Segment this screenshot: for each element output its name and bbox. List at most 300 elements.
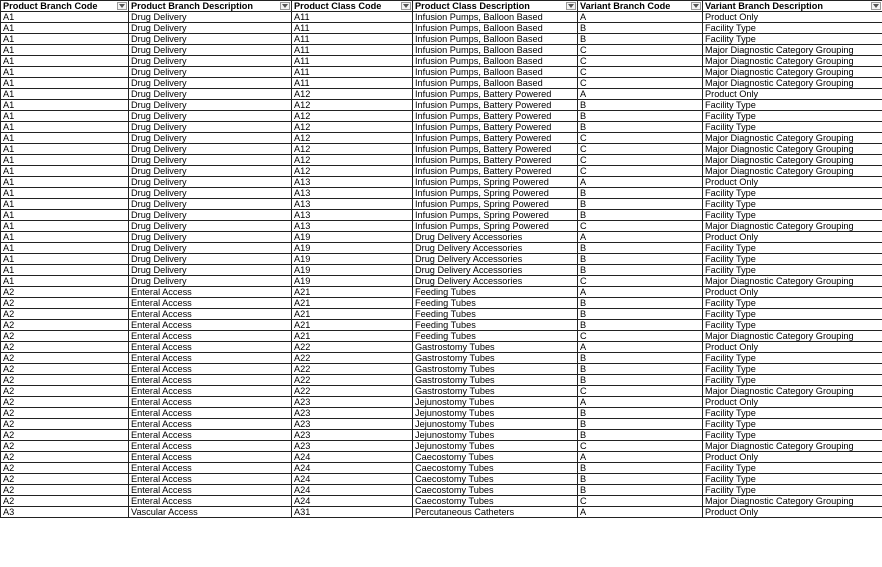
cell-product-branch-code[interactable]: A2	[1, 320, 129, 331]
cell-product-class-description[interactable]: Feeding Tubes	[413, 320, 578, 331]
cell-product-branch-code[interactable]: A1	[1, 89, 129, 100]
cell-product-class-description[interactable]: Jejunostomy Tubes	[413, 441, 578, 452]
cell-product-branch-description[interactable]: Drug Delivery	[129, 56, 292, 67]
cell-product-class-description[interactable]: Infusion Pumps, Balloon Based	[413, 67, 578, 78]
cell-product-branch-description[interactable]: Enteral Access	[129, 496, 292, 507]
cell-variant-branch-code[interactable]: C	[578, 441, 703, 452]
cell-product-branch-code[interactable]: A1	[1, 12, 129, 23]
cell-product-branch-code[interactable]: A1	[1, 23, 129, 34]
cell-variant-branch-description[interactable]: Facility Type	[703, 111, 882, 122]
cell-product-branch-description[interactable]: Drug Delivery	[129, 199, 292, 210]
cell-variant-branch-description[interactable]: Major Diagnostic Category Grouping	[703, 133, 882, 144]
cell-product-class-code[interactable]: A19	[292, 265, 413, 276]
cell-product-class-description[interactable]: Feeding Tubes	[413, 287, 578, 298]
cell-product-class-code[interactable]: A11	[292, 23, 413, 34]
cell-product-branch-description[interactable]: Drug Delivery	[129, 188, 292, 199]
cell-product-branch-code[interactable]: A1	[1, 144, 129, 155]
cell-variant-branch-description[interactable]: Product Only	[703, 342, 882, 353]
cell-product-branch-code[interactable]: A1	[1, 243, 129, 254]
cell-product-branch-description[interactable]: Enteral Access	[129, 386, 292, 397]
cell-product-branch-description[interactable]: Enteral Access	[129, 320, 292, 331]
cell-product-branch-code[interactable]: A1	[1, 210, 129, 221]
filter-dropdown-icon[interactable]	[691, 2, 701, 10]
cell-product-class-code[interactable]: A31	[292, 507, 413, 518]
cell-variant-branch-code[interactable]: C	[578, 386, 703, 397]
cell-product-class-code[interactable]: A19	[292, 254, 413, 265]
cell-variant-branch-code[interactable]: B	[578, 320, 703, 331]
cell-variant-branch-code[interactable]: B	[578, 408, 703, 419]
cell-variant-branch-description[interactable]: Major Diagnostic Category Grouping	[703, 331, 882, 342]
cell-variant-branch-code[interactable]: B	[578, 364, 703, 375]
cell-product-class-description[interactable]: Jejunostomy Tubes	[413, 430, 578, 441]
cell-product-class-code[interactable]: A22	[292, 353, 413, 364]
cell-variant-branch-description[interactable]: Facility Type	[703, 34, 882, 45]
cell-product-branch-code[interactable]: A1	[1, 221, 129, 232]
cell-product-class-description[interactable]: Gastrostomy Tubes	[413, 375, 578, 386]
cell-product-class-code[interactable]: A24	[292, 474, 413, 485]
cell-product-class-description[interactable]: Feeding Tubes	[413, 298, 578, 309]
cell-product-branch-description[interactable]: Drug Delivery	[129, 133, 292, 144]
cell-variant-branch-code[interactable]: C	[578, 45, 703, 56]
cell-product-class-code[interactable]: A23	[292, 397, 413, 408]
cell-product-branch-description[interactable]: Enteral Access	[129, 309, 292, 320]
cell-variant-branch-description[interactable]: Facility Type	[703, 309, 882, 320]
cell-variant-branch-description[interactable]: Facility Type	[703, 353, 882, 364]
cell-product-branch-description[interactable]: Drug Delivery	[129, 111, 292, 122]
cell-product-branch-description[interactable]: Drug Delivery	[129, 265, 292, 276]
cell-product-branch-description[interactable]: Drug Delivery	[129, 34, 292, 45]
cell-product-branch-description[interactable]: Drug Delivery	[129, 243, 292, 254]
cell-variant-branch-code[interactable]: B	[578, 309, 703, 320]
cell-product-branch-description[interactable]: Enteral Access	[129, 298, 292, 309]
cell-product-branch-description[interactable]: Enteral Access	[129, 364, 292, 375]
cell-variant-branch-code[interactable]: B	[578, 419, 703, 430]
cell-product-class-code[interactable]: A23	[292, 441, 413, 452]
cell-product-branch-code[interactable]: A2	[1, 364, 129, 375]
table-row	[1, 287, 882, 298]
filter-dropdown-icon[interactable]	[401, 2, 411, 10]
cell-product-branch-code[interactable]: A1	[1, 254, 129, 265]
cell-variant-branch-description[interactable]: Major Diagnostic Category Grouping	[703, 221, 882, 232]
cell-product-class-description[interactable]: Infusion Pumps, Battery Powered	[413, 133, 578, 144]
cell-product-class-description[interactable]: Drug Delivery Accessories	[413, 276, 578, 287]
table-row	[1, 89, 882, 100]
cell-variant-branch-description[interactable]: Major Diagnostic Category Grouping	[703, 276, 882, 287]
cell-variant-branch-code[interactable]: B	[578, 100, 703, 111]
cell-product-branch-code[interactable]: A1	[1, 100, 129, 111]
table-body	[1, 12, 882, 518]
cell-variant-branch-code[interactable]: B	[578, 474, 703, 485]
cell-product-branch-code[interactable]: A2	[1, 474, 129, 485]
cell-variant-branch-code[interactable]: A	[578, 177, 703, 188]
cell-product-class-code[interactable]: A21	[292, 298, 413, 309]
cell-variant-branch-code[interactable]: A	[578, 12, 703, 23]
cell-product-branch-code[interactable]: A2	[1, 375, 129, 386]
cell-product-class-description[interactable]: Jejunostomy Tubes	[413, 397, 578, 408]
cell-product-class-code[interactable]: A24	[292, 452, 413, 463]
cell-variant-branch-description[interactable]: Product Only	[703, 507, 882, 518]
cell-product-class-description[interactable]: Infusion Pumps, Battery Powered	[413, 100, 578, 111]
cell-product-class-description[interactable]: Gastrostomy Tubes	[413, 386, 578, 397]
cell-variant-branch-description[interactable]: Facility Type	[703, 408, 882, 419]
cell-product-class-description[interactable]: Drug Delivery Accessories	[413, 265, 578, 276]
table-row	[1, 100, 882, 111]
cell-product-class-code[interactable]: A13	[292, 199, 413, 210]
cell-variant-branch-code[interactable]: B	[578, 463, 703, 474]
cell-product-class-description[interactable]: Drug Delivery Accessories	[413, 243, 578, 254]
cell-variant-branch-description[interactable]: Product Only	[703, 397, 882, 408]
cell-product-class-code[interactable]: A13	[292, 188, 413, 199]
cell-product-class-code[interactable]: A22	[292, 364, 413, 375]
cell-product-branch-code[interactable]: A2	[1, 342, 129, 353]
cell-product-branch-description[interactable]: Enteral Access	[129, 485, 292, 496]
cell-variant-branch-code[interactable]: A	[578, 507, 703, 518]
cell-product-branch-description[interactable]: Enteral Access	[129, 474, 292, 485]
cell-product-branch-code[interactable]: A2	[1, 298, 129, 309]
cell-product-branch-description[interactable]: Enteral Access	[129, 342, 292, 353]
cell-variant-branch-code[interactable]: B	[578, 430, 703, 441]
cell-product-class-code[interactable]: A12	[292, 155, 413, 166]
cell-variant-branch-code[interactable]: C	[578, 56, 703, 67]
column-header-label: Product Branch Code	[3, 1, 98, 11]
cell-variant-branch-description[interactable]: Facility Type	[703, 188, 882, 199]
cell-variant-branch-code[interactable]: B	[578, 254, 703, 265]
cell-product-branch-code[interactable]: A2	[1, 441, 129, 452]
cell-product-class-code[interactable]: A23	[292, 408, 413, 419]
cell-variant-branch-code[interactable]: C	[578, 144, 703, 155]
cell-variant-branch-code[interactable]: C	[578, 276, 703, 287]
cell-variant-branch-description[interactable]: Facility Type	[703, 298, 882, 309]
cell-product-class-description[interactable]: Infusion Pumps, Balloon Based	[413, 45, 578, 56]
cell-variant-branch-code[interactable]: A	[578, 342, 703, 353]
cell-product-class-description[interactable]: Infusion Pumps, Balloon Based	[413, 12, 578, 23]
cell-variant-branch-code[interactable]: B	[578, 243, 703, 254]
cell-product-class-description[interactable]: Infusion Pumps, Spring Powered	[413, 188, 578, 199]
cell-variant-branch-code[interactable]: A	[578, 397, 703, 408]
cell-variant-branch-code[interactable]: A	[578, 452, 703, 463]
cell-product-branch-code[interactable]: A2	[1, 430, 129, 441]
cell-product-branch-code[interactable]: A1	[1, 133, 129, 144]
cell-variant-branch-code[interactable]: B	[578, 34, 703, 45]
cell-product-class-code[interactable]: A13	[292, 221, 413, 232]
table-row	[1, 419, 882, 430]
cell-product-branch-code[interactable]: A2	[1, 386, 129, 397]
cell-variant-branch-description[interactable]: Facility Type	[703, 430, 882, 441]
cell-product-class-code[interactable]: A23	[292, 430, 413, 441]
cell-product-branch-description[interactable]: Drug Delivery	[129, 210, 292, 221]
cell-product-class-description[interactable]: Feeding Tubes	[413, 309, 578, 320]
cell-product-branch-description[interactable]: Drug Delivery	[129, 12, 292, 23]
cell-variant-branch-code[interactable]: B	[578, 298, 703, 309]
cell-product-class-description[interactable]: Infusion Pumps, Balloon Based	[413, 78, 578, 89]
table-row	[1, 375, 882, 386]
cell-product-branch-code[interactable]: A2	[1, 485, 129, 496]
cell-product-class-code[interactable]: A21	[292, 331, 413, 342]
filter-dropdown-icon[interactable]	[871, 2, 881, 10]
cell-product-branch-code[interactable]: A1	[1, 78, 129, 89]
cell-product-branch-code[interactable]: A1	[1, 67, 129, 78]
cell-product-class-description[interactable]: Infusion Pumps, Battery Powered	[413, 122, 578, 133]
cell-variant-branch-description[interactable]: Facility Type	[703, 23, 882, 34]
cell-product-class-code[interactable]: A12	[292, 144, 413, 155]
cell-product-branch-description[interactable]: Enteral Access	[129, 419, 292, 430]
column-header-product-branch-code	[1, 1, 129, 12]
cell-product-branch-code[interactable]: A1	[1, 177, 129, 188]
cell-product-branch-description[interactable]: Enteral Access	[129, 441, 292, 452]
table-row	[1, 133, 882, 144]
cell-product-branch-description[interactable]: Drug Delivery	[129, 100, 292, 111]
cell-product-branch-code[interactable]: A2	[1, 463, 129, 474]
cell-product-class-description[interactable]: Infusion Pumps, Battery Powered	[413, 144, 578, 155]
cell-product-class-code[interactable]: A11	[292, 34, 413, 45]
cell-product-branch-code[interactable]: A2	[1, 452, 129, 463]
table-row	[1, 309, 882, 320]
cell-variant-branch-code[interactable]: C	[578, 166, 703, 177]
cell-product-branch-code[interactable]: A1	[1, 122, 129, 133]
cell-variant-branch-description[interactable]: Major Diagnostic Category Grouping	[703, 496, 882, 507]
cell-product-class-description[interactable]: Infusion Pumps, Battery Powered	[413, 166, 578, 177]
cell-product-branch-code[interactable]: A1	[1, 199, 129, 210]
table-row	[1, 408, 882, 419]
cell-variant-branch-description[interactable]: Facility Type	[703, 100, 882, 111]
cell-variant-branch-description[interactable]: Facility Type	[703, 485, 882, 496]
cell-product-class-description[interactable]: Caecostomy Tubes	[413, 474, 578, 485]
cell-product-branch-description[interactable]: Drug Delivery	[129, 276, 292, 287]
cell-product-class-description[interactable]: Infusion Pumps, Battery Powered	[413, 155, 578, 166]
cell-product-branch-description[interactable]: Enteral Access	[129, 452, 292, 463]
cell-product-class-code[interactable]: A22	[292, 342, 413, 353]
cell-variant-branch-code[interactable]: A	[578, 232, 703, 243]
cell-variant-branch-code[interactable]: B	[578, 353, 703, 364]
cell-product-class-description[interactable]: Jejunostomy Tubes	[413, 419, 578, 430]
cell-product-class-code[interactable]: A22	[292, 386, 413, 397]
cell-variant-branch-description[interactable]: Facility Type	[703, 254, 882, 265]
cell-product-class-code[interactable]: A11	[292, 78, 413, 89]
cell-product-class-code[interactable]: A11	[292, 12, 413, 23]
cell-variant-branch-code[interactable]: C	[578, 67, 703, 78]
table-row	[1, 243, 882, 254]
cell-variant-branch-description[interactable]: Major Diagnostic Category Grouping	[703, 441, 882, 452]
cell-product-class-code[interactable]: A21	[292, 320, 413, 331]
cell-variant-branch-description[interactable]: Product Only	[703, 452, 882, 463]
cell-product-branch-code[interactable]: A2	[1, 397, 129, 408]
cell-product-class-code[interactable]: A12	[292, 100, 413, 111]
table-row	[1, 386, 882, 397]
cell-product-branch-code[interactable]: A1	[1, 155, 129, 166]
cell-variant-branch-code[interactable]: B	[578, 210, 703, 221]
cell-product-branch-description[interactable]: Drug Delivery	[129, 155, 292, 166]
cell-variant-branch-code[interactable]: B	[578, 122, 703, 133]
cell-product-branch-code[interactable]: A1	[1, 45, 129, 56]
cell-product-branch-code[interactable]: A2	[1, 309, 129, 320]
cell-variant-branch-description[interactable]: Facility Type	[703, 265, 882, 276]
cell-variant-branch-code[interactable]: B	[578, 485, 703, 496]
cell-variant-branch-code[interactable]: B	[578, 23, 703, 34]
cell-product-branch-code[interactable]: A2	[1, 408, 129, 419]
column-header-product-class-code	[292, 1, 413, 12]
cell-variant-branch-code[interactable]: C	[578, 331, 703, 342]
cell-product-branch-description[interactable]: Enteral Access	[129, 397, 292, 408]
cell-product-class-code[interactable]: A12	[292, 122, 413, 133]
cell-product-branch-code[interactable]: A2	[1, 287, 129, 298]
cell-product-branch-description[interactable]: Enteral Access	[129, 430, 292, 441]
cell-variant-branch-description[interactable]: Facility Type	[703, 474, 882, 485]
cell-product-branch-code[interactable]: A1	[1, 188, 129, 199]
cell-product-class-code[interactable]: A12	[292, 111, 413, 122]
cell-product-class-description[interactable]: Infusion Pumps, Battery Powered	[413, 111, 578, 122]
cell-variant-branch-description[interactable]: Facility Type	[703, 210, 882, 221]
cell-variant-branch-description[interactable]: Major Diagnostic Category Grouping	[703, 144, 882, 155]
cell-variant-branch-code[interactable]: C	[578, 155, 703, 166]
cell-product-branch-description[interactable]: Drug Delivery	[129, 78, 292, 89]
cell-product-branch-description[interactable]: Enteral Access	[129, 463, 292, 474]
cell-variant-branch-code[interactable]: C	[578, 221, 703, 232]
cell-product-class-description[interactable]: Jejunostomy Tubes	[413, 408, 578, 419]
cell-product-branch-description[interactable]: Enteral Access	[129, 331, 292, 342]
cell-variant-branch-description[interactable]: Product Only	[703, 89, 882, 100]
cell-product-class-description[interactable]: Drug Delivery Accessories	[413, 254, 578, 265]
cell-product-branch-description[interactable]: Drug Delivery	[129, 45, 292, 56]
cell-variant-branch-code[interactable]: A	[578, 89, 703, 100]
cell-product-branch-code[interactable]: A1	[1, 276, 129, 287]
cell-product-class-description[interactable]: Caecostomy Tubes	[413, 452, 578, 463]
cell-product-class-code[interactable]: A24	[292, 463, 413, 474]
cell-product-class-description[interactable]: Feeding Tubes	[413, 331, 578, 342]
cell-variant-branch-description[interactable]: Major Diagnostic Category Grouping	[703, 155, 882, 166]
cell-product-branch-code[interactable]: A2	[1, 353, 129, 364]
cell-variant-branch-description[interactable]: Facility Type	[703, 463, 882, 474]
cell-variant-branch-description[interactable]: Major Diagnostic Category Grouping	[703, 45, 882, 56]
cell-product-branch-code[interactable]: A3	[1, 507, 129, 518]
cell-variant-branch-code[interactable]: C	[578, 133, 703, 144]
cell-variant-branch-description[interactable]: Facility Type	[703, 243, 882, 254]
cell-product-branch-description[interactable]: Drug Delivery	[129, 166, 292, 177]
cell-variant-branch-description[interactable]: Facility Type	[703, 320, 882, 331]
cell-product-class-description[interactable]: Infusion Pumps, Spring Powered	[413, 199, 578, 210]
filter-dropdown-icon[interactable]	[280, 2, 290, 10]
cell-product-branch-description[interactable]: Enteral Access	[129, 353, 292, 364]
cell-variant-branch-description[interactable]: Major Diagnostic Category Grouping	[703, 166, 882, 177]
table-row	[1, 177, 882, 188]
cell-product-class-code[interactable]: A23	[292, 419, 413, 430]
cell-product-branch-description[interactable]: Enteral Access	[129, 375, 292, 386]
table-row	[1, 507, 882, 518]
cell-product-class-code[interactable]: A13	[292, 177, 413, 188]
cell-product-class-description[interactable]: Gastrostomy Tubes	[413, 364, 578, 375]
table-row	[1, 155, 882, 166]
cell-product-branch-code[interactable]: A1	[1, 111, 129, 122]
cell-product-branch-code[interactable]: A1	[1, 265, 129, 276]
cell-product-class-description[interactable]: Infusion Pumps, Balloon Based	[413, 34, 578, 45]
cell-product-class-code[interactable]: A24	[292, 485, 413, 496]
cell-product-class-description[interactable]: Infusion Pumps, Balloon Based	[413, 56, 578, 67]
cell-product-class-code[interactable]: A11	[292, 45, 413, 56]
cell-variant-branch-description[interactable]: Major Diagnostic Category Grouping	[703, 67, 882, 78]
cell-product-class-description[interactable]: Infusion Pumps, Spring Powered	[413, 221, 578, 232]
cell-product-class-code[interactable]: A19	[292, 243, 413, 254]
cell-variant-branch-description[interactable]: Major Diagnostic Category Grouping	[703, 56, 882, 67]
cell-product-class-description[interactable]: Infusion Pumps, Spring Powered	[413, 177, 578, 188]
cell-product-class-description[interactable]: Caecostomy Tubes	[413, 463, 578, 474]
cell-variant-branch-description[interactable]: Major Diagnostic Category Grouping	[703, 78, 882, 89]
cell-product-branch-description[interactable]: Vascular Access	[129, 507, 292, 518]
cell-product-class-code[interactable]: A11	[292, 56, 413, 67]
cell-variant-branch-code[interactable]: C	[578, 78, 703, 89]
cell-variant-branch-description[interactable]: Facility Type	[703, 122, 882, 133]
cell-product-class-code[interactable]: A12	[292, 89, 413, 100]
cell-variant-branch-description[interactable]: Product Only	[703, 177, 882, 188]
cell-product-branch-description[interactable]: Drug Delivery	[129, 232, 292, 243]
cell-variant-branch-code[interactable]: B	[578, 375, 703, 386]
cell-product-class-description[interactable]: Drug Delivery Accessories	[413, 232, 578, 243]
cell-variant-branch-description[interactable]: Major Diagnostic Category Grouping	[703, 386, 882, 397]
cell-product-branch-code[interactable]: A1	[1, 56, 129, 67]
cell-product-branch-description[interactable]: Enteral Access	[129, 287, 292, 298]
cell-product-branch-code[interactable]: A1	[1, 166, 129, 177]
cell-product-class-code[interactable]: A12	[292, 133, 413, 144]
cell-product-branch-code[interactable]: A1	[1, 34, 129, 45]
cell-product-class-code[interactable]: A22	[292, 375, 413, 386]
cell-product-class-code[interactable]: A19	[292, 232, 413, 243]
cell-variant-branch-description[interactable]: Facility Type	[703, 199, 882, 210]
cell-product-branch-code[interactable]: A2	[1, 496, 129, 507]
cell-variant-branch-description[interactable]: Product Only	[703, 12, 882, 23]
cell-product-branch-description[interactable]: Drug Delivery	[129, 177, 292, 188]
cell-product-branch-description[interactable]: Enteral Access	[129, 408, 292, 419]
cell-product-class-code[interactable]: A13	[292, 210, 413, 221]
cell-product-class-description[interactable]: Infusion Pumps, Balloon Based	[413, 23, 578, 34]
cell-product-branch-description[interactable]: Drug Delivery	[129, 221, 292, 232]
cell-variant-branch-code[interactable]: B	[578, 188, 703, 199]
cell-variant-branch-description[interactable]: Product Only	[703, 232, 882, 243]
cell-variant-branch-code[interactable]: A	[578, 287, 703, 298]
filter-dropdown-icon[interactable]	[566, 2, 576, 10]
cell-variant-branch-code[interactable]: C	[578, 496, 703, 507]
cell-variant-branch-description[interactable]: Facility Type	[703, 364, 882, 375]
cell-product-class-description[interactable]: Infusion Pumps, Spring Powered	[413, 210, 578, 221]
cell-product-class-code[interactable]: A11	[292, 67, 413, 78]
cell-product-class-code[interactable]: A12	[292, 166, 413, 177]
cell-variant-branch-description[interactable]: Facility Type	[703, 419, 882, 430]
cell-product-class-code[interactable]: A21	[292, 309, 413, 320]
cell-variant-branch-code[interactable]: B	[578, 265, 703, 276]
cell-variant-branch-code[interactable]: B	[578, 199, 703, 210]
cell-product-class-description[interactable]: Caecostomy Tubes	[413, 496, 578, 507]
cell-product-branch-code[interactable]: A1	[1, 232, 129, 243]
cell-product-branch-description[interactable]: Drug Delivery	[129, 122, 292, 133]
cell-product-branch-code[interactable]: A2	[1, 331, 129, 342]
cell-product-branch-description[interactable]: Drug Delivery	[129, 67, 292, 78]
cell-product-branch-description[interactable]: Drug Delivery	[129, 23, 292, 34]
cell-product-class-code[interactable]: A21	[292, 287, 413, 298]
cell-variant-branch-code[interactable]: B	[578, 111, 703, 122]
cell-variant-branch-description[interactable]: Facility Type	[703, 375, 882, 386]
cell-product-branch-description[interactable]: Drug Delivery	[129, 144, 292, 155]
cell-variant-branch-description[interactable]: Product Only	[703, 287, 882, 298]
cell-product-class-description[interactable]: Gastrostomy Tubes	[413, 342, 578, 353]
cell-product-class-code[interactable]: A19	[292, 276, 413, 287]
table-row	[1, 188, 882, 199]
cell-product-branch-description[interactable]: Drug Delivery	[129, 254, 292, 265]
cell-product-class-code[interactable]: A24	[292, 496, 413, 507]
cell-product-class-description[interactable]: Caecostomy Tubes	[413, 485, 578, 496]
cell-product-class-description[interactable]: Percutaneous Catheters	[413, 507, 578, 518]
cell-product-class-description[interactable]: Infusion Pumps, Battery Powered	[413, 89, 578, 100]
cell-product-branch-code[interactable]: A2	[1, 419, 129, 430]
filter-dropdown-icon[interactable]	[117, 2, 127, 10]
cell-product-class-description[interactable]: Gastrostomy Tubes	[413, 353, 578, 364]
cell-product-branch-description[interactable]: Drug Delivery	[129, 89, 292, 100]
